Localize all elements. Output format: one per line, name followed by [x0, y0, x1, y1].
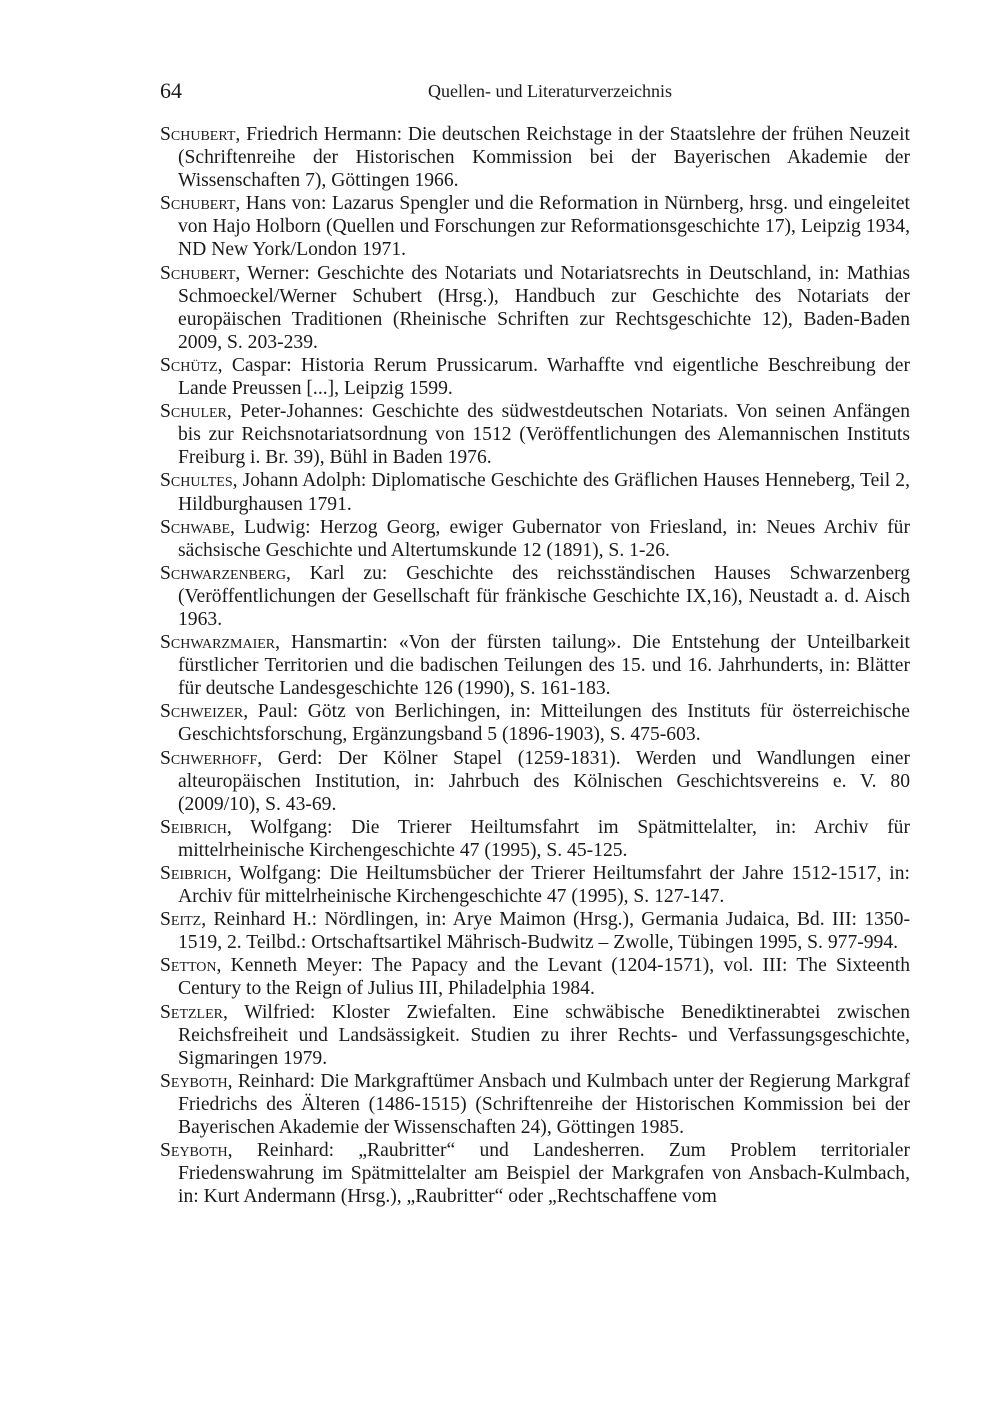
- entry-author: Schwarzmaier: [160, 632, 276, 654]
- entry-text: , Peter-Johannes: Geschichte des südwestdeutschen Notariats. Von seinen Anfängen bis zur Reichsnotariatsordnung von 1512 (Veröffentlichungen des Alemannischen Instituts Freiburg i. Br. 39), Bühl in Baden 1976.: [178, 401, 910, 469]
- entry-author: Schwarzenberg: [160, 562, 287, 584]
- bibliography-entry: [160, 862, 910, 908]
- bibliography-list: [160, 123, 910, 1208]
- bibliography-entry: [160, 1001, 910, 1070]
- entry-author: Setzler: [160, 1001, 223, 1023]
- entry-author: Schubert: [160, 262, 236, 284]
- bibliography-entry: [160, 469, 910, 515]
- entry-author: Seitz: [160, 909, 202, 931]
- page-number: 64: [160, 78, 182, 103]
- entry-author: Schuler: [160, 401, 227, 423]
- entry-author: Seibrich: [160, 863, 227, 884]
- entry-text: , Karl zu: Geschichte des reichsständischen Hauses Schwarzenberg (Veröffentlichungen der Gesellschaft für fränkische Geschichte IX,16), Neustadt a. d. Aisch 1963.: [178, 562, 910, 630]
- bibliography-entry: [160, 354, 910, 400]
- bibliography-entry: [160, 816, 910, 862]
- entry-text: , Wilfried: Kloster Zwiefalten. Eine schwäbische Benediktinerabtei zwischen Reichsfreiheit und Landsässigkeit. Studien zu ihrer Rechts- und Verfassungsgeschichte, Sigmaringen 1979.: [178, 1001, 910, 1069]
- entry-author: Setton: [160, 955, 217, 977]
- entry-text: , Wolfgang: Die Heiltumsbücher der Trierer Heiltumsfahrt der Jahre 1512-1517, in: Archiv für mittelrheinische Kirchengeschichte 47 (1995), S. 127-147.: [178, 863, 910, 908]
- entry-text: , Johann Adolph: Diplomatische Geschichte des Gräflichen Hauses Henneberg, Teil 2, Hildburghausen 1791.: [178, 470, 910, 515]
- entry-author: Schwabe: [160, 516, 231, 538]
- entry-text: , Hansmartin: «Von der fürsten tailung». Die Entstehung der Unteilbarkeit fürstlicher Territorien und die badischen Teilungen des 15. und 16. Jahrhunderts, in: Blätter für deutsche Landesgeschichte 126 (1990), S. 161-183.: [178, 632, 910, 700]
- entry-text: , Reinhard H.: Nördlingen, in: Arye Maimon (Hrsg.), Germania Judaica, Bd. III: 1350-1519, 2. Teilbd.: Ortschaftsartikel Mährisch-Budwitz – Zwolle, Tübingen 1995, S. 977-994.: [178, 909, 910, 954]
- bibliography-entry: [160, 1139, 910, 1208]
- entry-author: Schultes: [160, 470, 233, 492]
- bibliography-entry: [160, 631, 910, 700]
- entry-text: , Werner: Geschichte des Notariats und Notariatsrechts in Deutschland, in: Mathias Schmoeckel/Werner Schubert (Hrsg.), Handbuch zur Geschichte des Notariats der europäischen Traditionen (Rheinische Schriften zur Rechtsgeschichte 12), Baden-Baden 2009, S. 203-239.: [178, 262, 910, 353]
- bibliography-entry: [160, 192, 910, 261]
- entry-text: , Ludwig: Herzog Georg, ewiger Gubernator von Friesland, in: Neues Archiv für sächsische Geschichte und Altertumskunde 12 (1891), S. 1-26.: [178, 516, 910, 561]
- bibliography-entry: [160, 562, 910, 631]
- entry-text: , Gerd: Der Kölner Stapel (1259-1831). Werden und Wandlungen einer alteuropäischen Institution, in: Jahrbuch des Kölnischen Geschichtsvereins e. V. 80 (2009/10), S. 43-69.: [178, 747, 910, 815]
- bibliography-entry: [160, 516, 910, 562]
- bibliography-entry: [160, 1070, 910, 1139]
- entry-author: Seyboth: [160, 1140, 228, 1162]
- bibliography-entry: [160, 400, 910, 469]
- entry-text: , Reinhard: „Raubritter“ und Landesherren. Zum Problem territorialer Friedenswahrung im Spätmittelalter am Beispiel der Markgrafen von Ansbach-Kulmbach, in: Kurt Andermann (Hrsg.), „Raubritter“ oder „Rechtschaffene vom: [178, 1140, 910, 1208]
- bibliography-entry: [160, 262, 910, 354]
- entry-text: , Hans von: Lazarus Spengler und die Reformation in Nürnberg, hrsg. und eingeleitet von Hajo Holborn (Quellen und Forschungen zur Reformationsgeschichte 17), Leipzig 1934, ND New York/London 1971.: [178, 193, 910, 261]
- entry-text: , Paul: Götz von Berlichingen, in: Mitteilungen des Instituts für österreichische Geschichtsforschung, Ergänzungsband 5 (1896-1903), S. 475-603.: [178, 701, 910, 746]
- entry-author: Seibrich: [160, 816, 227, 838]
- bibliography-entry: [160, 908, 910, 954]
- entry-author: Schubert: [160, 193, 236, 215]
- entry-text: , Friedrich Hermann: Die deutschen Reichstage in der Staatslehre der frühen Neuzeit (Schriftenreihe der Historischen Kommission bei der Bayerischen Akademie der Wissenschaften 7), Göttingen 1966.: [178, 124, 910, 192]
- bibliography-entry: [160, 700, 910, 746]
- running-head: Quellen- und Literaturverzeichnis: [428, 81, 672, 101]
- entry-author: Schweizer: [160, 701, 244, 723]
- entry-text: , Kenneth Meyer: The Papacy and the Levant (1204-1571), vol. III: The Sixteenth Century to the Reign of Julius III, Philadelphia 1984.: [178, 955, 910, 1000]
- entry-author: Schwerhoff: [160, 747, 258, 769]
- page-header: [160, 78, 910, 108]
- entry-text: , Wolfgang: Die Trierer Heiltumsfahrt im Spätmittelalter, in: Archiv für mittelrheinische Kirchengeschichte 47 (1995), S. 45-125.: [178, 816, 910, 861]
- bibliography-entry: [160, 123, 910, 192]
- bibliography-entry: [160, 954, 910, 1000]
- entry-text: , Reinhard: Die Markgraftümer Ansbach und Kulmbach unter der Regierung Markgraf Friedrichs des Älteren (1486-1515) (Schriftenreihe der Historischen Kommission bei der Bayerischen Akademie der Wissenschaften 24), Göttingen 1985.: [178, 1070, 910, 1139]
- entry-author: Seyboth: [160, 1070, 228, 1092]
- entry-text: , Caspar: Historia Rerum Prussicarum. Warhaffte vnd eigentliche Beschreibung der Lande Preussen [...], Leipzig 1599.: [178, 354, 910, 400]
- bibliography-entry: [160, 747, 910, 816]
- entry-author: Schütz: [160, 354, 218, 376]
- entry-author: Schubert: [160, 124, 236, 145]
